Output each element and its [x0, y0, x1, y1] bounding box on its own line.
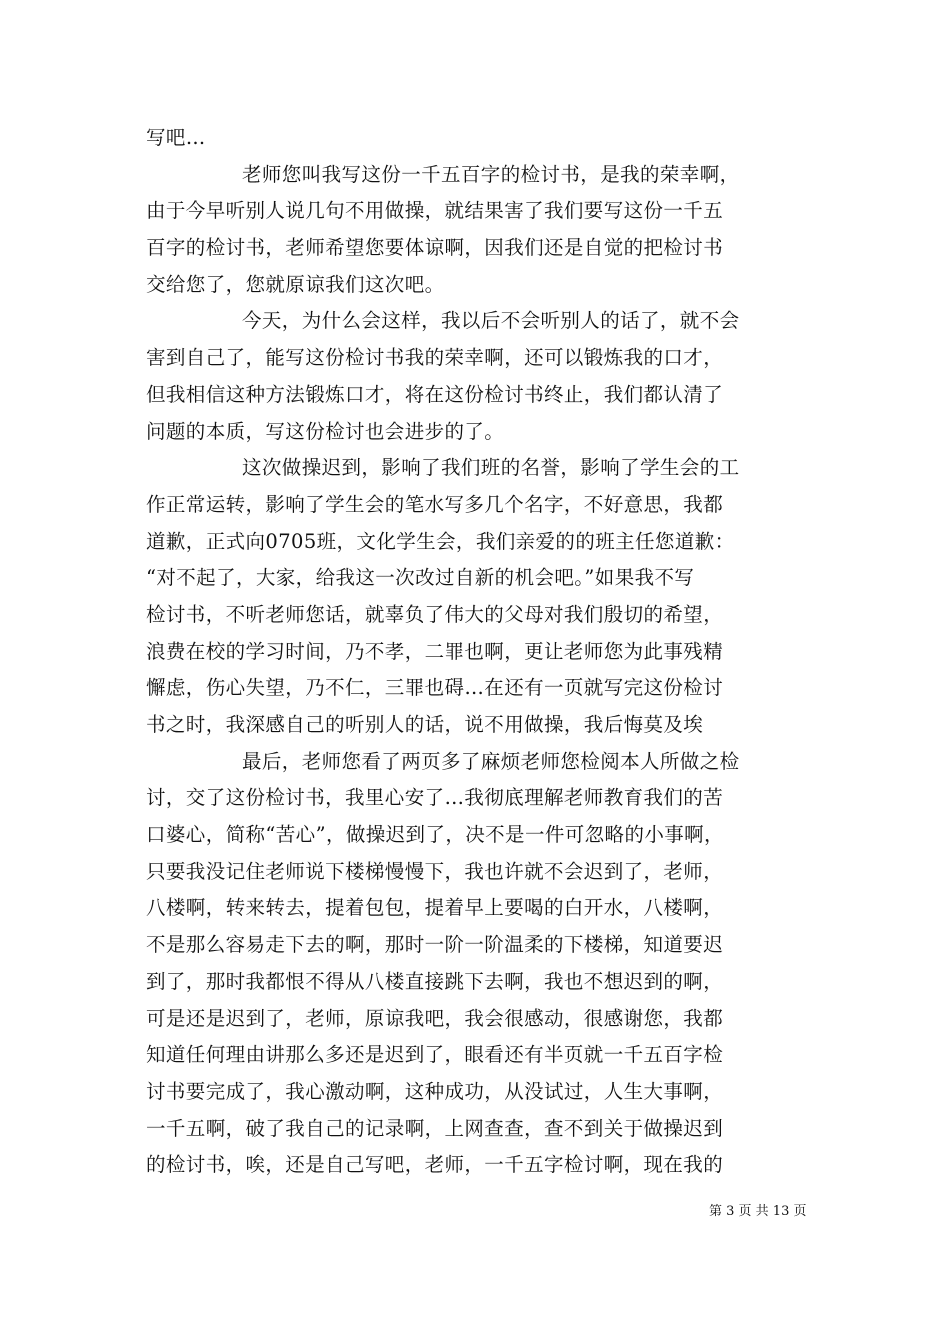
text-line: 百字的检讨书，老师希望您要体谅啊，因我们还是自觉的把检讨书 — [146, 236, 724, 260]
text-line: 口婆心，简称“苦心”，做操迟到了，决不是一件可忽略的小事啊， — [146, 823, 724, 847]
text-line: 老师您叫我写这份一千五百字的检讨书，是我的荣幸啊， — [242, 162, 740, 186]
text-line: 到了，那时我都恨不得从八楼直接跳下去啊，我也不想迟到的啊， — [146, 969, 724, 993]
text-line: 懈虑，伤心失望，乃不仁，三罪也碍…在还有一页就写完这份检讨 — [146, 676, 724, 700]
text-line: 讨，交了这份检讨书，我里心安了…我彻底理解老师教育我们的苦 — [146, 786, 724, 810]
text-line: 检讨书，不听老师您话，就辜负了伟大的父母对我们殷切的希望， — [146, 602, 724, 626]
text-line: “对不起了，大家，给我这一次改过自新的机会吧。”如果我不写 — [146, 566, 695, 590]
text-line: 讨书要完成了，我心激动啊，这种成功，从没试过，人生大事啊， — [146, 1079, 724, 1103]
text-line: 书之时，我深感自己的听别人的话，说不用做操，我后悔莫及埃 — [146, 713, 704, 736]
document-body — [146, 120, 826, 1184]
text-line: 这次做操迟到，影响了我们班的名誉，影响了学生会的工 — [242, 456, 740, 480]
text-line: 八楼啊，转来转去，提着包包，提着早上要喝的白开水，八楼啊， — [146, 896, 724, 920]
text-line: 写吧… — [146, 126, 206, 149]
text-line: 只要我没记住老师说下楼梯慢慢下，我也许就不会迟到了，老师， — [146, 859, 724, 883]
text-line: 的检讨书，唉，还是自己写吧，老师，一千五字检讨啊，现在我的 — [146, 1153, 724, 1177]
text-line: 可是还是迟到了，老师，原谅我吧，我会很感动，很感谢您，我都 — [146, 1006, 724, 1030]
text-line: 问题的本质，写这份检讨也会进步的了。 — [146, 419, 505, 443]
page-number-footer: 第 3 页 共 13 页 — [709, 1204, 807, 1219]
text-line: 知道任何理由讲那么多还是迟到了，眼看还有半页就一千五百字检 — [146, 1043, 724, 1067]
text-line: 交给您了，您就原谅我们这次吧。 — [146, 272, 445, 296]
text-line: 不是那么容易走下去的啊，那时一阶一阶温柔的下楼梯，知道要迟 — [146, 933, 724, 957]
text-line: 今天，为什么会这样，我以后不会听别人的话了，就不会 — [242, 309, 740, 333]
text-line: 一千五啊，破了我自己的记录啊，上网查查，查不到关于做操迟到 — [146, 1116, 724, 1140]
text-line: 作正常运转，影响了学生会的笔水写多几个名字，不好意思，我都 — [146, 492, 724, 516]
text-line: 由于今早听别人说几句不用做操，就结果害了我们要写这份一千五 — [146, 199, 724, 223]
text-line: 最后，老师您看了两页多了麻烦老师您检阅本人所做之检 — [242, 749, 740, 773]
text-line: 但我相信这种方法锻炼口才，将在这份检讨书终止，我们都认清了 — [146, 382, 724, 406]
text-line: 道歉，正式向0705班，文化学生会，我们亲爱的的班主任您道歉： — [146, 529, 735, 553]
text-line: 害到自己了，能写这份检讨书我的荣幸啊，还可以锻炼我的口才， — [146, 346, 724, 370]
text-line: 浪费在校的学习时间，乃不孝，二罪也啊，更让老师您为此事残精 — [146, 639, 724, 663]
